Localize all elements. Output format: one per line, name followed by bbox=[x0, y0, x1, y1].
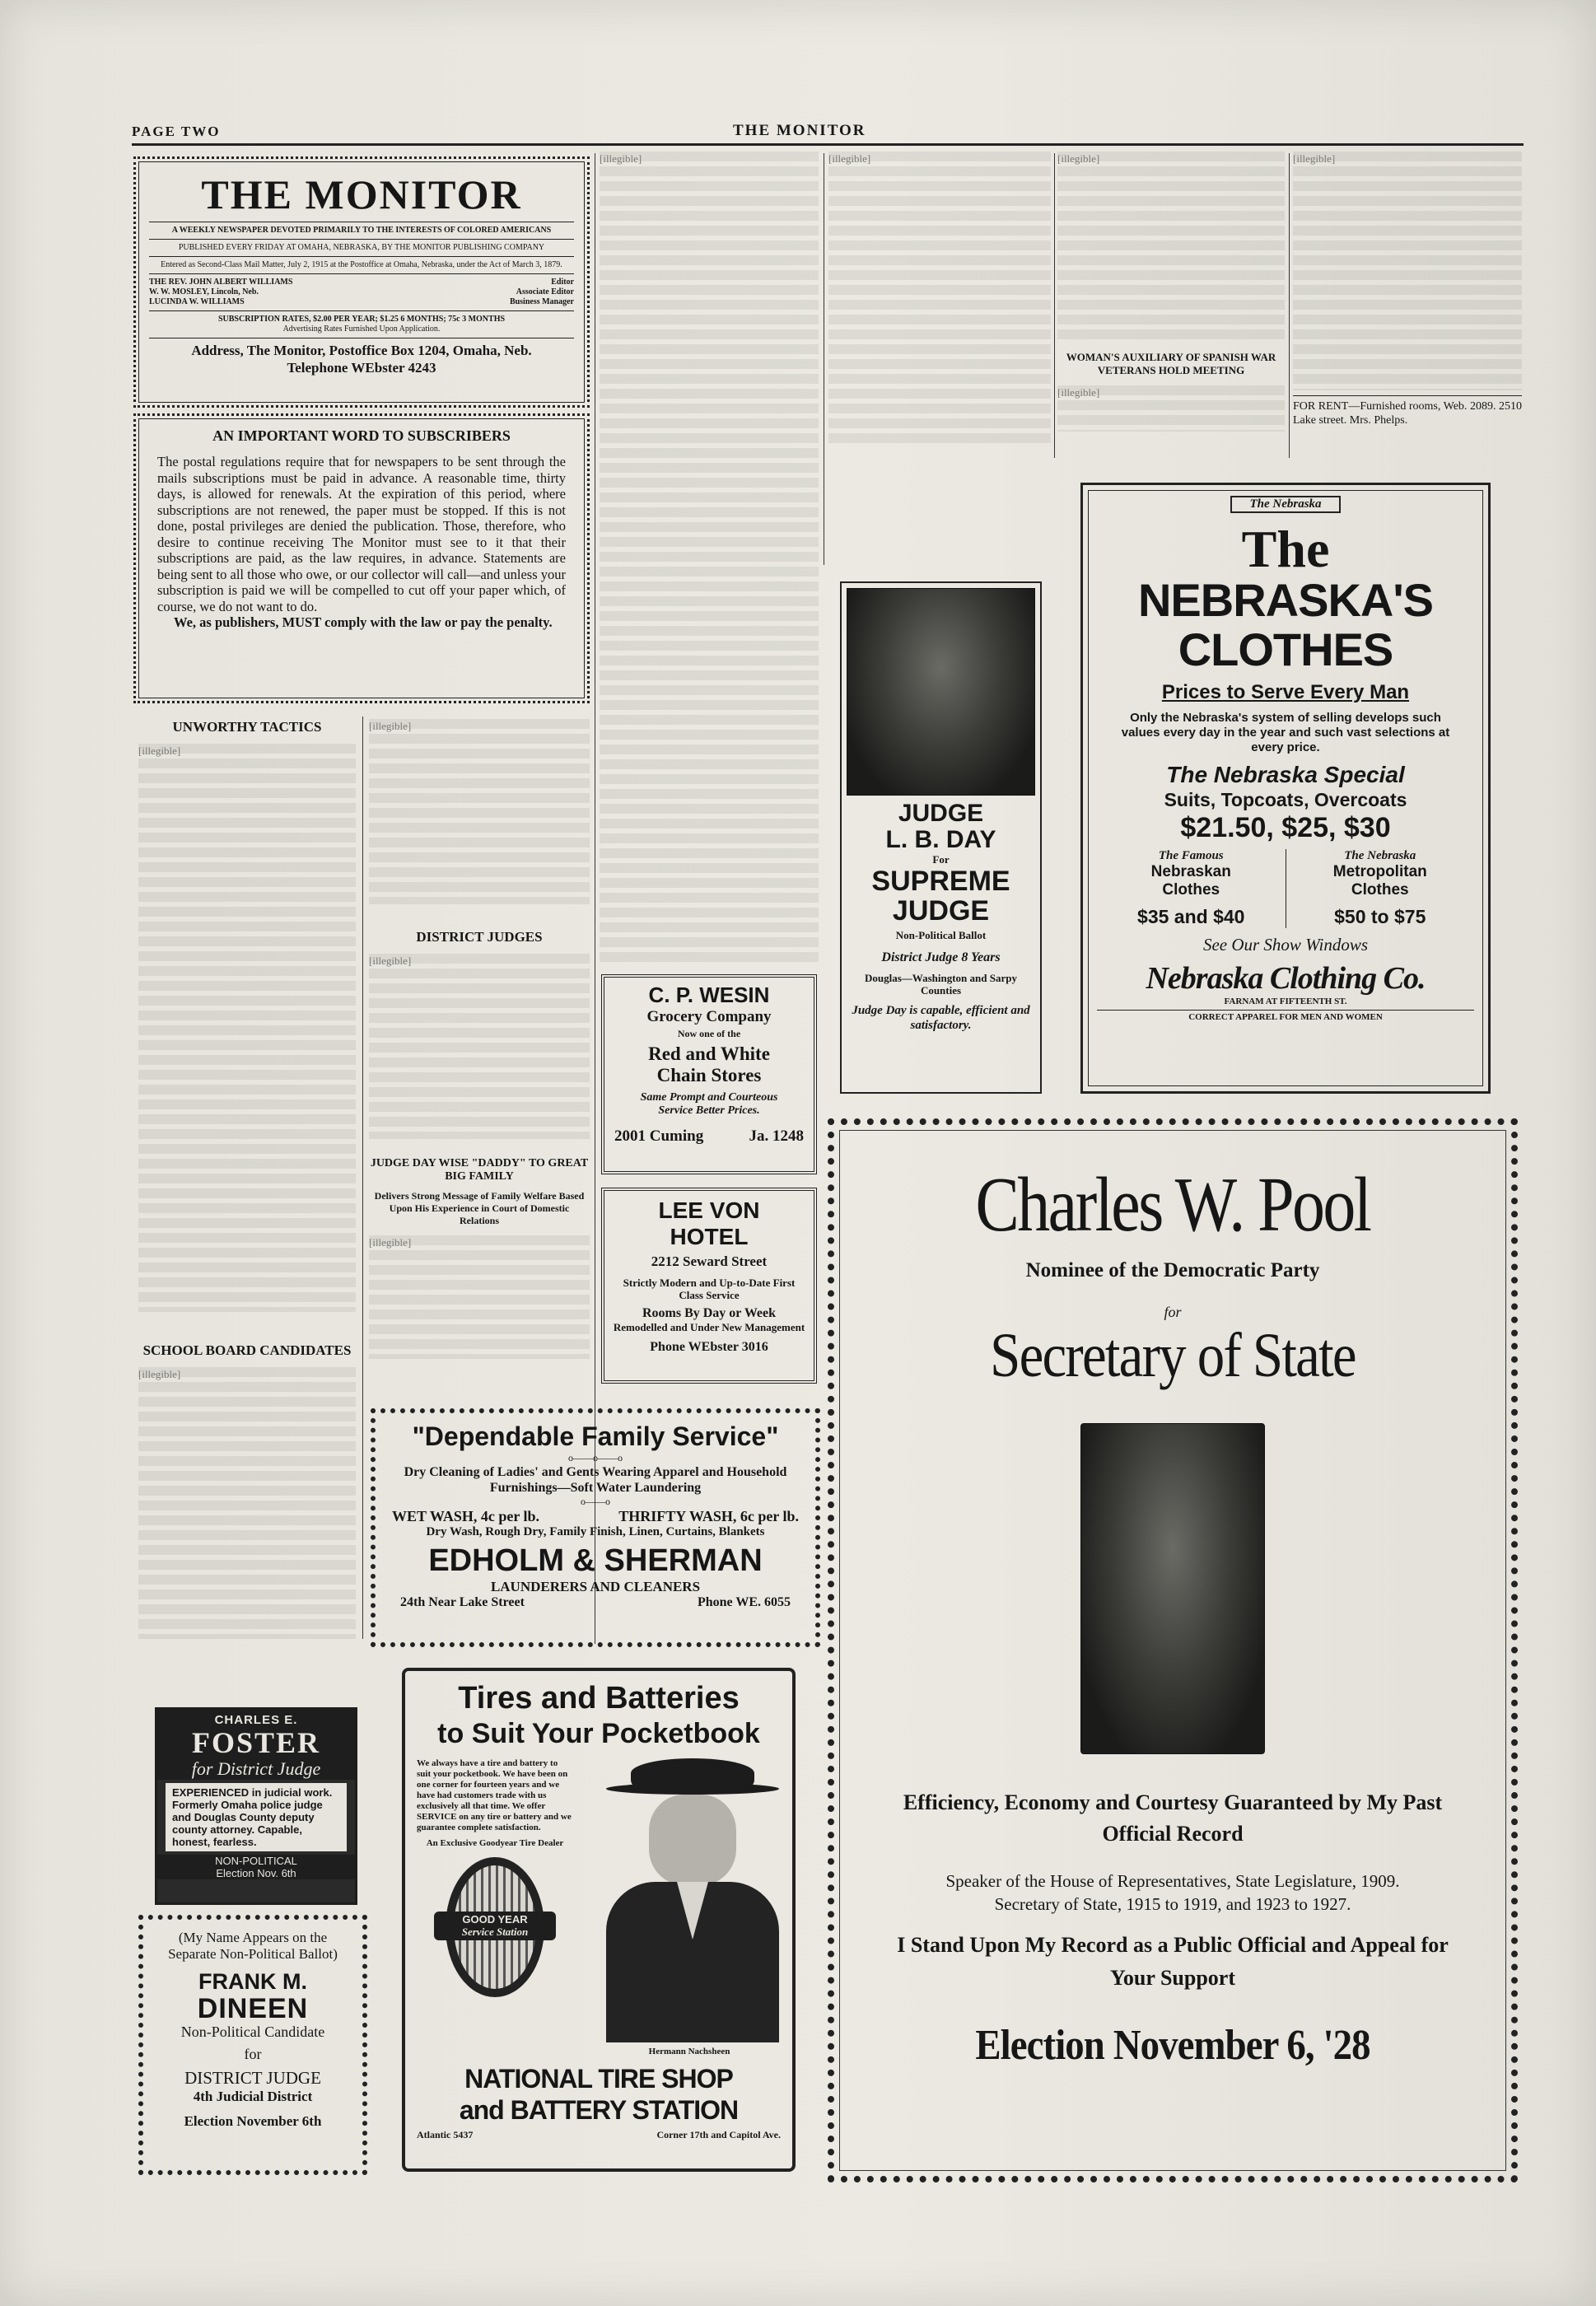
ad-kind: Grocery Company bbox=[646, 1008, 772, 1025]
candidate-office: Secretary of State bbox=[990, 1321, 1356, 1390]
article-judge-day-wise bbox=[369, 1157, 590, 1392]
ad-address: 2001 Cuming bbox=[614, 1127, 704, 1145]
ad-services: Dry Cleaning of Ladies' and Gents Wearing Apparel and Household Furnishings—Soft Water Laundering bbox=[404, 1465, 787, 1495]
ad-office: DISTRICT JUDGE bbox=[184, 2068, 321, 2088]
ad-wet-wash: WET WASH, 4c per lb. bbox=[392, 1508, 540, 1524]
special-items: Suits, Topcoats, Overcoats bbox=[1164, 789, 1407, 810]
notice-body: The postal regulations require that for newspapers to be sent through the mails subscriptions must be paid in advance. A reasonable time, thirty days, is allowed for renewals. At the expiration of this period, where subscriptions are not renewed, the paper must be stopped. If this is not done, postal privileges are denied the publication. Those, therefore, who desire to continue receiving The Monitor must see to it that their subscriptions are paid, as the law requires, in advance. Statements are being sent to all those who owe, or our collector will call—and unless your subscription is paid we will be compelled to cut off your paper which, of course, we do not want to do. bbox=[157, 454, 566, 614]
folio-rule bbox=[132, 143, 1524, 146]
article-body: [illegible] bbox=[600, 152, 819, 967]
article-body: [illegible] bbox=[1057, 152, 1285, 341]
subheadline: Prices to Serve Every Man bbox=[1161, 681, 1410, 703]
ad-body: EXPERIENCED in judicial work. Formerly Omaha police judge and Douglas County deputy county attorney. Capable, honest, fearless. bbox=[172, 1786, 333, 1848]
ad-slogan: Same Prompt and Courteous Service Better Prices. bbox=[640, 1091, 778, 1117]
article-court-column bbox=[828, 152, 1051, 456]
candidate-record: Secretary of State, 1915 to 1919, and 1923 to 1927. bbox=[994, 1894, 1351, 1914]
ad-phone: Atlantic 5437 bbox=[417, 2129, 474, 2140]
ad-name: L. B. DAY bbox=[885, 826, 996, 853]
article-unworthy-continued bbox=[369, 719, 590, 913]
article-heading: SCHOOL BOARD CANDIDATES bbox=[142, 1342, 352, 1358]
ad-line: Non-Political Candidate bbox=[180, 2024, 325, 2040]
staff-role: Editor bbox=[551, 278, 574, 287]
article-body: [illegible] bbox=[138, 744, 356, 1312]
notice-heading: AN IMPORTANT WORD TO SUBSCRIBERS bbox=[212, 427, 511, 444]
ad-name: C. P. WESIN bbox=[648, 983, 770, 1007]
staff-name: W. W. MOSLEY, Lincoln, Neb. bbox=[149, 287, 259, 296]
article-body: [illegible] bbox=[369, 954, 590, 1139]
show-windows: See Our Show Windows bbox=[1202, 935, 1369, 955]
goodyear-tire-icon bbox=[446, 1857, 544, 1997]
column-rule bbox=[1054, 153, 1055, 458]
article-court-column-3 bbox=[1057, 152, 1285, 456]
candidate-portrait bbox=[1080, 1423, 1265, 1754]
ad-name: LEE VON HOTEL bbox=[658, 1197, 760, 1249]
article-body: [illegible] bbox=[1293, 152, 1522, 390]
ad-name: FOSTER bbox=[191, 1726, 321, 1759]
staff-role: Associate Editor bbox=[516, 287, 574, 296]
ad-election: Election November 6th bbox=[184, 2113, 322, 2129]
store-address: FARNAM AT FIFTEENTH ST. bbox=[1224, 997, 1347, 1006]
article-body: [illegible] bbox=[369, 719, 590, 904]
ad-slogan: "Dependable Family Service" bbox=[412, 1421, 779, 1451]
ad-national-tire-shop bbox=[402, 1668, 796, 2172]
store-footer: CORRECT APPAREL FOR MEN AND WOMEN bbox=[1188, 1012, 1383, 1022]
article-auxiliary-continued bbox=[1293, 152, 1522, 456]
ad-dealer: An Exclusive Goodyear Tire Dealer bbox=[426, 1838, 564, 1848]
ad-headline: to Suit Your Pocketbook bbox=[437, 1718, 760, 1749]
article-unworthy-tactics bbox=[138, 719, 356, 1322]
masthead-entered: Entered as Second-Class Mail Matter, July 2, 1915 at the Postoffice at Omaha, Nebraska, under the Act of March 3, 1879. bbox=[161, 260, 562, 269]
special-prices: $21.50, $25, $30 bbox=[1180, 812, 1391, 843]
masthead-published: PUBLISHED EVERY FRIDAY AT OMAHA, NEBRASKA, BY THE MONITOR PUBLISHING COMPANY bbox=[178, 243, 545, 252]
article-school-board bbox=[138, 1342, 356, 1678]
ad-judge-day bbox=[840, 581, 1042, 1094]
staff-name: LUCINDA W. WILLIAMS bbox=[149, 297, 245, 306]
ad-store: Chain Stores bbox=[656, 1065, 762, 1085]
ad-nebraska-clothing bbox=[1080, 483, 1491, 1094]
line-label: The Famous bbox=[1158, 849, 1224, 862]
ad-note: Now one of the bbox=[677, 1028, 741, 1039]
ad-line: Rooms By Day or Week bbox=[642, 1306, 777, 1320]
ad-types: Dry Wash, Rough Dry, Family Finish, Linen, Curtains, Blankets bbox=[426, 1525, 765, 1538]
ad-body: Only the Nebraska's system of selling develops such values every day in the year and such vast selections at every price. bbox=[1121, 711, 1450, 754]
ad-note: (My Name Appears on the Separate Non-Political Ballot) bbox=[168, 1930, 338, 1962]
ad-line: Remodelled and Under New Management bbox=[613, 1321, 805, 1333]
judge-day-portrait bbox=[847, 588, 1035, 796]
masthead-address: Address, The Monitor, Postoffice Box 1204, Omaha, Neb. bbox=[191, 343, 532, 358]
candidate-appeal: I Stand Upon My Record as a Public Official and Appeal for Your Support bbox=[897, 1933, 1449, 1990]
ad-phone: Phone WE. 6055 bbox=[697, 1595, 791, 1609]
ad-thrifty-wash: THRIFTY WASH, 6c per lb. bbox=[618, 1508, 799, 1524]
ad-counties: Douglas—Washington and Sarpy Counties bbox=[865, 972, 1017, 997]
article-heading: UNWORTHY TACTICS bbox=[172, 719, 322, 735]
ad-phone: Phone WEbster 3016 bbox=[650, 1340, 768, 1354]
advertising-note: Advertising Rates Furnished Upon Application. bbox=[282, 324, 441, 334]
election-date: Election November 6, '28 bbox=[975, 2022, 1370, 2069]
ad-body: We always have a tire and battery to suit your pocketbook. We have been on one corner for fourteen years and we have had customers trade with us exclusively all that time. We offer SERVICE on any tire or battery and we guarantee complete satisfaction. bbox=[417, 1758, 572, 1832]
ad-address: Corner 17th and Capitol Ave. bbox=[656, 2129, 781, 2140]
store-logo: The Nebraska bbox=[1230, 496, 1341, 513]
ad-store: Red and White bbox=[648, 1043, 770, 1064]
ad-name: EDHOLM & SHERMAN bbox=[428, 1543, 763, 1578]
ad-title: JUDGE bbox=[898, 800, 984, 827]
ad-name: FRANK M. bbox=[198, 1969, 307, 1994]
classified-for-rent: FOR RENT—Furnished rooms, Web. 2089. 2510 Lake street. Mrs. Phelps. bbox=[1293, 400, 1522, 427]
column-rule bbox=[362, 717, 363, 1639]
staff-name: THE REV. JOHN ALBERT WILLIAMS bbox=[149, 278, 293, 287]
badge-text: GOOD YEAR bbox=[462, 1913, 528, 1926]
ad-dineen bbox=[138, 1915, 367, 2175]
ad-footer: Election Nov. 6th bbox=[216, 1867, 296, 1879]
masthead-title: THE MONITOR bbox=[201, 171, 522, 217]
ad-address: 2212 Seward Street bbox=[651, 1253, 768, 1269]
subscription-rates: SUBSCRIPTION RATES, $2.00 PER YEAR; $1.25 6 MONTHS; 75c 3 MONTHS bbox=[217, 315, 506, 324]
candidate-party: Nominee of the Democratic Party bbox=[1025, 1259, 1320, 1281]
paper-name-folio: THE MONITOR bbox=[733, 122, 866, 139]
ad-edholm-sherman: "Dependable Family Service" o——o——o Dry Cleaning of Ladies' and Gents Wearing Apparel and Household Furnishings—Soft Water Laundering o——o WET WASH, 4c per lb. THRIFTY WASH, 6c per lb. Dry Wash, Rough Dry, Family Finish, Linen, Curtains, Blankets EDHOLM & SHERMAN LAUNDERERS AND CLEANERS 24th Near Lake Street Phone WE. 6055 bbox=[371, 1408, 820, 1647]
article-heading: JUDGE DAY WISE "DADDY" TO GREAT BIG FAMILY bbox=[370, 1157, 589, 1183]
article-deck: Delivers Strong Message of Family Welfare Based Upon His Experience in Court of Domestic Relations bbox=[374, 1190, 585, 1226]
line-name: Nebraskan Clothes bbox=[1150, 863, 1231, 899]
headline-the: The bbox=[1241, 520, 1330, 578]
ad-foster bbox=[155, 1707, 357, 1905]
notice-closing: We, as publishers, MUST comply with the law or pay the penalty. bbox=[174, 614, 553, 630]
candidate-name: Charles W. Pool bbox=[975, 1162, 1370, 1248]
ad-name-small: CHARLES E. bbox=[214, 1713, 298, 1727]
ad-address: 24th Near Lake Street bbox=[400, 1595, 525, 1609]
ad-tagline: Judge Day is capable, efficient and satisfactory. bbox=[852, 1004, 1030, 1032]
owner-name: Hermann Nachsheen bbox=[648, 2047, 730, 2056]
column-rule bbox=[1289, 153, 1290, 458]
ad-ballot: Non-Political Ballot bbox=[895, 929, 987, 941]
headline: NEBRASKA'S bbox=[1137, 574, 1434, 626]
ad-office: JUDGE bbox=[892, 895, 990, 927]
badge-text: Service Station bbox=[461, 1926, 529, 1938]
article-heading: DISTRICT JUDGES bbox=[416, 929, 543, 945]
ad-experience: District Judge 8 Years bbox=[881, 950, 1001, 964]
article-body: [illegible] bbox=[1057, 385, 1285, 432]
article-body: [illegible] bbox=[369, 1235, 590, 1359]
staff-role: Business Manager bbox=[509, 297, 574, 306]
ad-charles-pool bbox=[828, 1118, 1518, 2182]
article-heading: WOMAN'S AUXILIARY OF SPANISH WAR VETERANS HOLD MEETING bbox=[1066, 351, 1276, 376]
ad-name: and BATTERY STATION bbox=[459, 2095, 739, 2125]
ad-line: Strictly Modern and Up-to-Date First Class Service bbox=[623, 1277, 796, 1301]
owner-portrait bbox=[598, 1758, 781, 2042]
candidate-record: Speaker of the House of Representatives, State Legislature, 1909. bbox=[945, 1871, 1400, 1891]
line-price: $35 and $40 bbox=[1137, 906, 1245, 927]
ad-office: SUPREME bbox=[871, 866, 1010, 897]
store-name: Nebraska Clothing Co. bbox=[1146, 961, 1426, 996]
article-district-judges bbox=[369, 929, 590, 1147]
ad-office: for District Judge bbox=[191, 1758, 321, 1779]
ad-name: NATIONAL TIRE SHOP bbox=[464, 2064, 733, 2094]
ad-line: for bbox=[244, 2046, 262, 2062]
masthead-box bbox=[133, 156, 590, 408]
ad-for: For bbox=[932, 853, 950, 866]
ad-lee-von-hotel bbox=[601, 1188, 817, 1384]
candidate-for: for bbox=[1164, 1304, 1182, 1320]
ad-headline: Tires and Batteries bbox=[458, 1681, 740, 1715]
line-label: The Nebraska bbox=[1344, 849, 1416, 862]
article-body: [illegible] bbox=[828, 152, 1051, 448]
ad-district: 4th Judicial District bbox=[193, 2089, 313, 2104]
special-title: The Nebraska Special bbox=[1166, 762, 1405, 787]
subscribers-notice bbox=[133, 413, 590, 703]
masthead-tagline: A WEEKLY NEWSPAPER DEVOTED PRIMARILY TO THE INTERESTS OF COLORED AMERICANS bbox=[171, 226, 552, 235]
candidate-motto: Efficiency, Economy and Courtesy Guaranteed by My Past Official Record bbox=[903, 1790, 1443, 1846]
ad-wesin-grocery bbox=[601, 974, 817, 1174]
headline: CLOTHES bbox=[1178, 623, 1393, 675]
ad-phone: Ja. 1248 bbox=[749, 1127, 804, 1145]
masthead-telephone: Telephone WEbster 4243 bbox=[287, 360, 436, 376]
ad-name: DINEEN bbox=[197, 1993, 309, 2024]
article-court-column bbox=[600, 152, 819, 975]
ad-kind: LAUNDERERS AND CLEANERS bbox=[490, 1579, 701, 1594]
ad-footer: NON-POLITICAL bbox=[215, 1855, 297, 1867]
line-name: Metropolitan Clothes bbox=[1332, 863, 1427, 899]
line-price: $50 to $75 bbox=[1334, 906, 1426, 927]
article-body: [illegible] bbox=[138, 1367, 356, 1639]
page-number: PAGE TWO bbox=[132, 124, 221, 139]
